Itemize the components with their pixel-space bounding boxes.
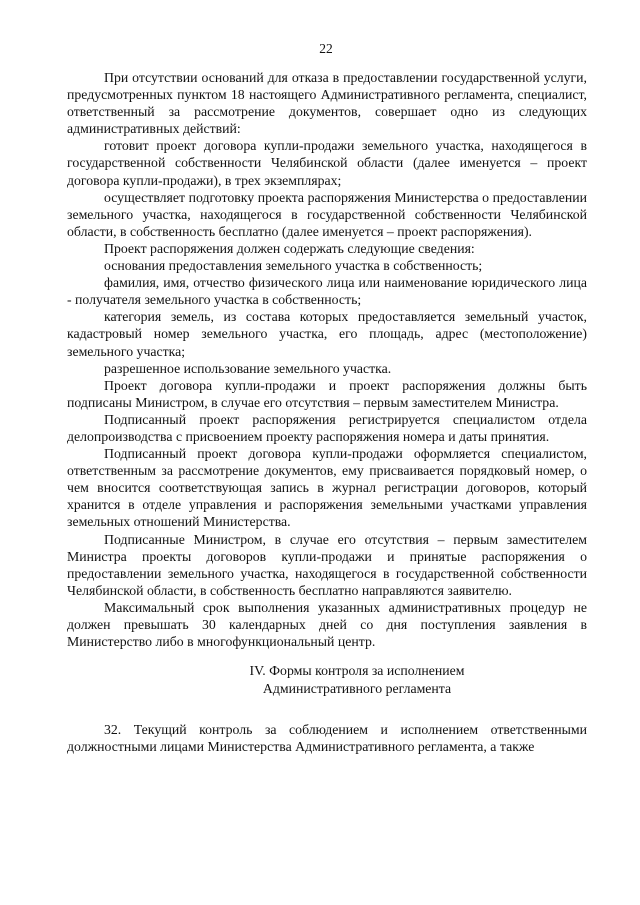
section-heading-line-2: Административного регламента — [262, 680, 452, 696]
paragraph: основания предоставления земельного участка в собственность; — [104, 258, 483, 274]
page-number: 22 — [319, 41, 333, 56]
paragraph: фамилия, имя, отчество физического лица или наименование юридического лица - получателя земельного участка в собственность; — [67, 275, 587, 308]
section-heading-line-1: IV. Формы контроля за исполнением — [249, 663, 465, 679]
paragraph: готовит проект договора купли-продажи земельного участка, находящегося в государственной собственности Челябинской области (далее именуется – проект договора купли-продажи), в трех экземплярах; — [67, 138, 587, 188]
paragraph: Проект распоряжения должен содержать следующие сведения: — [104, 240, 475, 256]
paragraph: Подписанный проект договора купли-продажи оформляется специалистом, ответственным за рассмотрение документов, ему присваивается порядковый номер, о чем вносится соответствующая запись в журнал регистрации договоров, который хранится в отделе управления и распоряжения земельными участками управления земельных отношений Министерства. — [67, 446, 587, 530]
section-heading — [67, 662, 587, 697]
document-body — [67, 69, 587, 755]
paragraph: категория земель, из состава которых предоставляется земельный участок, кадастровый номер земельного участка, его площадь, адрес (местоположение) земельного участка; — [67, 309, 587, 359]
paragraph: осуществляет подготовку проекта распоряжения Министерства о предоставлении земельного участка, находящегося в государственной собственности Челябинской области, в собственность бесплатно (далее именуется – проект распоряжения). — [67, 189, 587, 239]
paragraph: Подписанные Министром, в случае его отсутствия – первым заместителем Министра проекты договоров купли-продажи и принятые распоряжения о предоставлении земельного участка, находящегося в государственной собственности Челябинской области, в собственность бесплатно направляются заявителю. — [67, 531, 587, 598]
paragraph: Проект договора купли-продажи и проект распоряжения должны быть подписаны Министром, в случае его отсутствия – первым заместителем Министра. — [67, 377, 587, 410]
paragraph: разрешенное использование земельного участка. — [104, 360, 392, 376]
paragraph: 32. Текущий контроль за соблюдением и исполнением ответственными должностными лицами Министерства Административного регламента, а также — [67, 722, 587, 755]
paragraph: При отсутствии оснований для отказа в предоставлении государственной услуги, предусмотренных пунктом 18 настоящего Административного регламента, специалист, ответственный за рассмотрение документов, совершает одно из следующих административных действий: — [67, 70, 587, 137]
paragraph: Подписанный проект распоряжения регистрируется специалистом отдела делопроизводства с присвоением проекту распоряжения номера и даты принятия. — [67, 411, 587, 444]
paragraph: Максимальный срок выполнения указанных административных процедур не должен превышать 30 календарных дней со дня поступления заявления в Министерство либо в многофункциональный центр. — [67, 599, 587, 650]
